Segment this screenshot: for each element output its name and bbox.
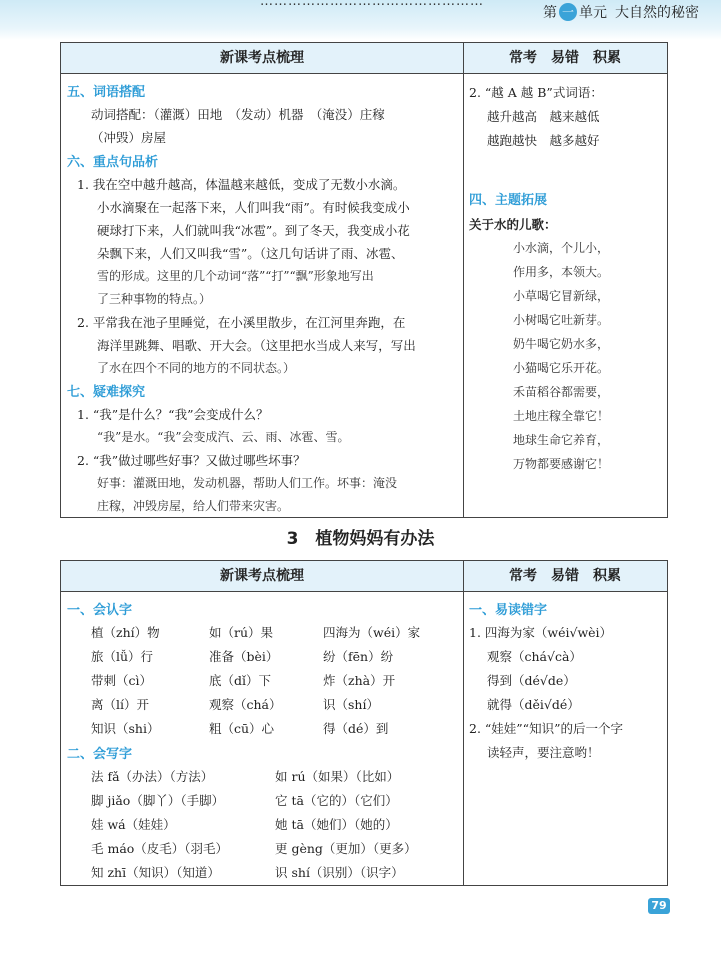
recognize-title: 一、会认字 (67, 603, 133, 618)
sec7-answer: 好事：灌溉田地，发动机器，帮助人们工作。坏事：淹没 (97, 476, 398, 490)
song-line: 小草喝它冒新绿， (513, 289, 610, 303)
box1-left-header: 新课考点梳理 (61, 43, 463, 74)
write-char: 法 fǎ（办法）（方法） (91, 769, 214, 784)
song-line: 小水滴，个儿小， (513, 241, 610, 255)
sec6-line: 海洋里跳舞、唱歌、开大会。（这里把水当成人来写，写出 (97, 338, 416, 353)
song-line: 小树喝它吐新芽。 (513, 313, 610, 327)
misread-item: 得到（dé√de） (487, 673, 576, 688)
sec6-line: 2. 平常我在池子里睡觉，在小溪里散步，在江河里奔跑，在 (77, 315, 406, 330)
write-title: 二、会写字 (67, 747, 133, 762)
misread-title: 一、易读错字 (469, 603, 548, 618)
sec6-line: 1. 我在空中越升越高，体温越来越低，变成了无数小水滴。 (77, 177, 406, 192)
sec5-title: 五、词语搭配 (67, 85, 146, 100)
sec6-note: 了三种事物的特点。） (97, 292, 212, 306)
song-line: 地球生命它养育， (513, 433, 610, 447)
right-words: 越升越高 越来越低 (487, 109, 600, 124)
unit-title: 大自然的秘密 (615, 5, 699, 21)
box-lesson2-notes (60, 42, 668, 518)
sec7-answer: 庄稼，冲毁房屋，给人们带来灾害。 (97, 499, 290, 513)
write-char: 更 gèng（更加）（更多） (275, 841, 417, 856)
song-line: 禾苗稻谷都需要， (513, 385, 610, 399)
clipped-header-text: ………………………………………… (260, 0, 484, 9)
unit-prefix: 第 (543, 5, 557, 21)
unit-number-badge: 一 (559, 3, 577, 21)
box-lesson3-notes (60, 560, 668, 886)
box2-right-header: 常考 易错 积累 (463, 561, 667, 592)
sec7-answer: “我”是水。“我”会变成汽、云、雨、冰雹、雪。 (97, 430, 350, 444)
write-char: 如 rú（如果）（比如） (275, 769, 400, 784)
write-char: 她 tā（她们）（她的） (275, 817, 398, 832)
write-char: 知 zhī（知识）（知道） (91, 865, 220, 880)
write-char: 毛 máo（皮毛）（羽毛） (91, 841, 229, 856)
recognize-char: 带刺（cì） (91, 673, 152, 688)
box2-left-header: 新课考点梳理 (61, 561, 463, 592)
recognize-char: 得（dé）到 (323, 721, 389, 736)
recognize-char: 如（rú）果 (209, 625, 274, 640)
song-label: 关于水的儿歌： (469, 217, 557, 232)
sec7-title: 七、疑难探究 (67, 385, 146, 400)
sec5-line: （冲毁）房屋 (91, 130, 167, 145)
recognize-char: 离（lí）开 (91, 697, 149, 712)
song-line: 土地庄稼全靠它！ (513, 409, 610, 423)
recognize-char: 四海为（wéi）家 (323, 625, 421, 640)
misread-item: 读轻声，要注意哟！ (487, 745, 600, 760)
sec6-note: 雪的形成。这里的几个动词“落”“打”“飘”形象地写出 (97, 269, 374, 283)
song-line: 作用多，本领大。 (513, 265, 610, 279)
page-number: 79 (648, 898, 670, 914)
write-char: 识 shí（识别）（识字） (275, 865, 404, 880)
unit-heading (543, 2, 699, 22)
lesson-title: 3 植物妈妈有办法 (286, 529, 435, 549)
song-line: 小猫喝它乐开花。 (513, 361, 610, 375)
sec6-title: 六、重点句品析 (67, 155, 159, 170)
misread-item: 2. “娃娃”“知识”的后一个字 (469, 721, 623, 736)
recognize-char: 旅（lǚ）行 (91, 649, 154, 664)
recognize-char: 炸（zhà）开 (323, 673, 396, 688)
box1-right-header: 常考 易错 积累 (463, 43, 667, 74)
song-line: 万物都要感谢它！ (513, 457, 610, 471)
sec4-title: 四、主题拓展 (469, 193, 548, 208)
recognize-char: 准备（bèi） (209, 649, 279, 664)
sec5-line: 动词搭配：（灌溉）田地 （发动）机器 （淹没）庄稼 (91, 107, 385, 122)
misread-item: 1. 四海为家（wéi√wèi） (469, 625, 613, 640)
sec7-line: 1. “我”是什么？“我”会变成什么？ (77, 407, 269, 422)
recognize-char: 底（dǐ）下 (209, 673, 271, 688)
recognize-char: 粗（cū）心 (209, 721, 275, 736)
write-char: 脚 jiǎo（脚丫）（手脚） (91, 793, 225, 808)
box2-divider (463, 561, 464, 885)
write-char: 它 tā（它的）（它们） (275, 793, 398, 808)
song-line: 奶牛喝它奶水多， (513, 337, 610, 351)
write-char: 娃 wá（娃娃） (91, 817, 176, 832)
recognize-char: 识（shí） (323, 697, 379, 712)
misread-item: 观察（chá√cà） (487, 649, 582, 664)
misread-item: 就得（děi√dé） (487, 697, 580, 712)
recognize-char: 植（zhí）物 (91, 625, 160, 640)
recognize-char: 知识（shi） (91, 721, 160, 736)
recognize-char: 纷（fēn）纷 (323, 649, 394, 664)
sec6-line: 朵飘下来，人们又叫我“雪”。（这几句话讲了雨、冰雹、 (97, 246, 404, 261)
box1-divider (463, 43, 464, 517)
right-words: 越跑越快 越多越好 (487, 133, 600, 148)
right-item2: 2. “越 A 越 B”式词语： (469, 85, 603, 100)
sec7-line: 2. “我”做过哪些好事？又做过哪些坏事？ (77, 453, 306, 468)
recognize-char: 观察（chá） (209, 697, 282, 712)
sec6-note: 了水在四个不同的地方的不同状态。） (97, 361, 296, 375)
unit-suffix: 单元 (579, 5, 607, 21)
sec6-line: 小水滴聚在一起落下来，人们叫我“雨”。有时候我变成小 (97, 200, 410, 215)
sec6-line: 硬球打下来，人们就叫我“冰雹”。到了冬天，我变成小花 (97, 223, 410, 238)
